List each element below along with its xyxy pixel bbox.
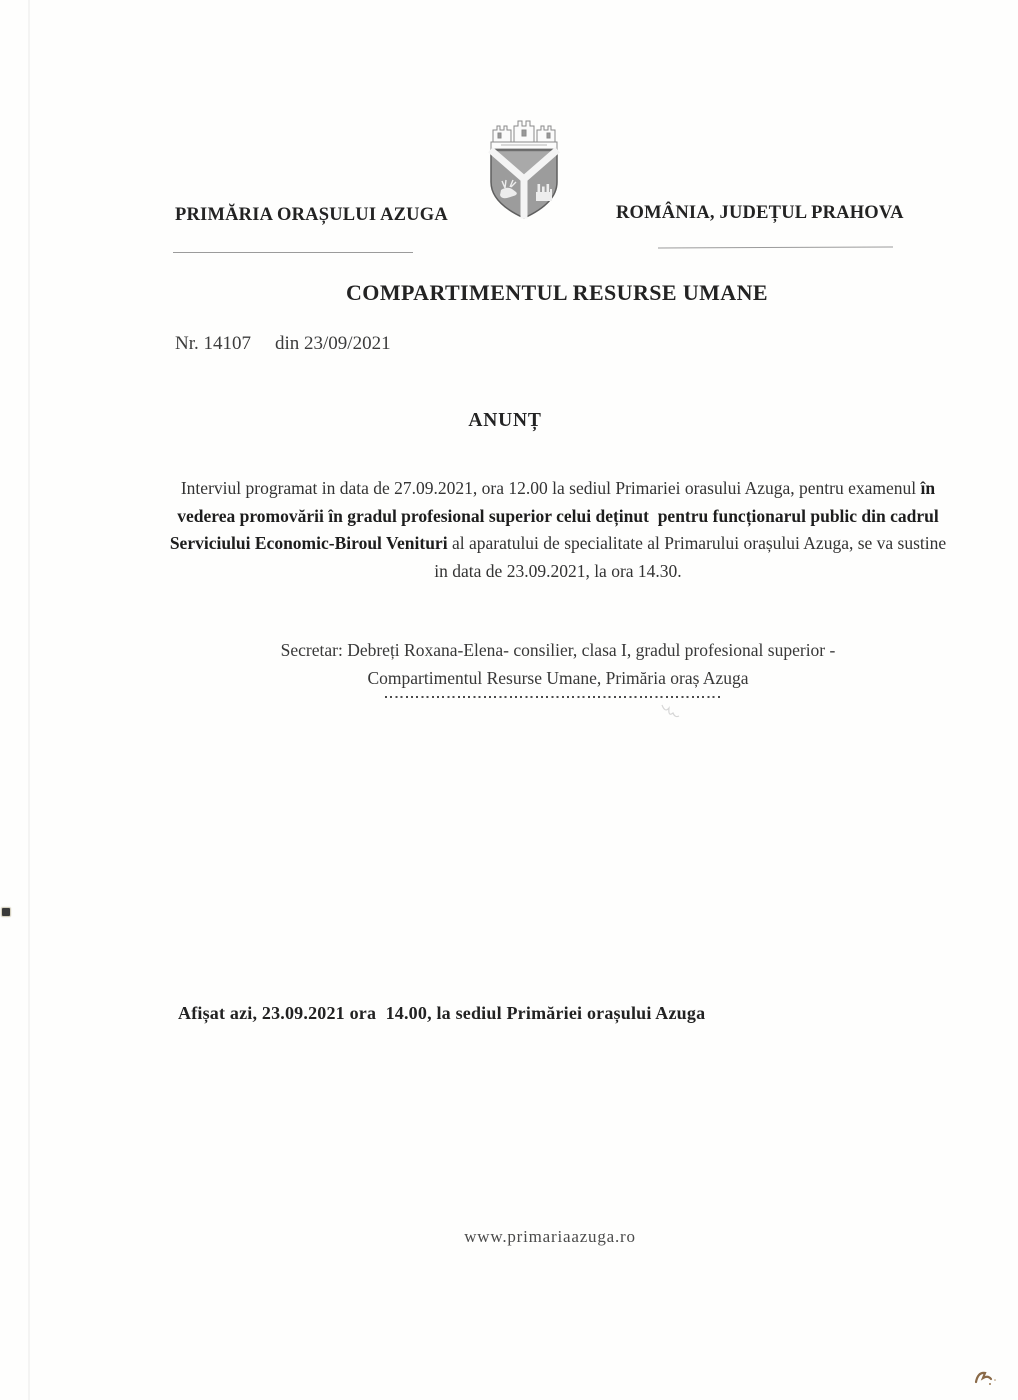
secretary-block (168, 637, 948, 692)
registration-date: din 23/09/2021 (275, 333, 391, 354)
body-segment-1: Interviul programat in data de 27.09.2021, ora 12.00 la sediul Primariei orasului Azuga, pentru examenul (180, 478, 921, 498)
scan-dot-artifact (2, 908, 10, 916)
faint-signature-mark (656, 703, 682, 725)
left-header-rule (173, 252, 413, 253)
body-segment-2-bold: în vederea promovării în gradul profesional superior celui deținut pentru funcționarul public din cadrul Serviciului Economic-Biroul Venituri (169, 478, 944, 553)
posted-line: Afișat azi, 23.09.2021 ora 14.00, la sediul Primăriei orașului Azuga (178, 1003, 706, 1023)
body-segment-3: al aparatului de specialitate al Primarului orașului Azuga, se va sustine in data de 23.09.2021, la ora 14.30. (434, 533, 951, 581)
registration-line (175, 333, 391, 355)
registration-number: Nr. 14107 (175, 333, 251, 354)
country-county-title: ROMÂNIA, JUDEȚUL PRAHOVA (616, 203, 904, 223)
right-header-rule (658, 246, 893, 248)
secretary-line-2: Compartimentul Resurse Umane, Primăria oraș Azuga (367, 667, 749, 688)
website-text: www.primariaazuga.ro (464, 1227, 636, 1246)
scan-edge-artifact (28, 0, 30, 1400)
issuer-title: PRIMĂRIA ORAȘULUI AZUGA (175, 205, 448, 225)
announcement-heading: ANUNȚ (468, 410, 542, 431)
secretary-line-1: Secretar: Debreți Roxana-Elena- consilier, clasa I, gradul profesional superior - (280, 640, 836, 660)
signature-dotted-line (385, 696, 723, 698)
department-title: COMPARTIMENTUL RESURSE UMANE (346, 280, 768, 305)
azuga-coat-of-arms (481, 118, 567, 220)
announcement-body (168, 475, 951, 585)
pen-mark-artifact (968, 1360, 1004, 1392)
